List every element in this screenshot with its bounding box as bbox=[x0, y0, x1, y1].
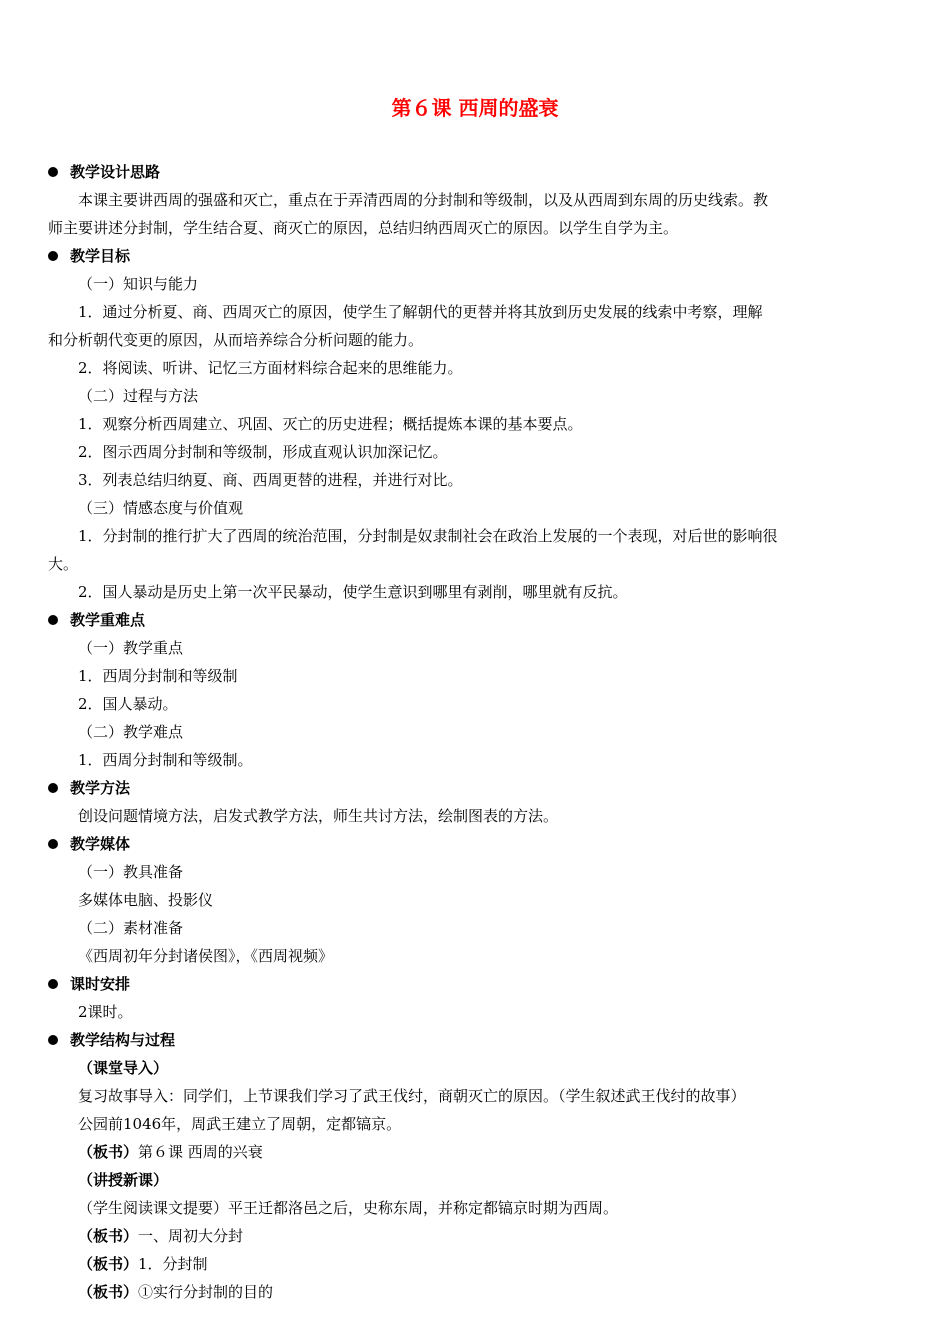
paragraph-line: 2．图示西周分封制和等级制，形成直观认识加深记忆。 bbox=[78, 443, 448, 461]
paragraph-line: 2．将阅读、听讲、记忆三方面材料综合起来的思维能力。 bbox=[78, 359, 463, 377]
subheading: （一）教具准备 bbox=[78, 863, 184, 881]
section-heading-methods: 教学方法 bbox=[48, 774, 908, 802]
paragraph-line: 和分析朝代变更的原因，从而培养综合分析问题的能力。 bbox=[48, 331, 424, 349]
paragraph-line: 《西周初年分封诸侯图》，《西周视频》 bbox=[78, 947, 334, 965]
section-heading-schedule: 课时安排 bbox=[48, 970, 908, 998]
subheading-intro: （课堂导入） bbox=[78, 1059, 169, 1077]
paragraph-line: 公园前1046年，周武王建立了周朝，定都镐京。 bbox=[78, 1115, 402, 1133]
bullet-icon bbox=[48, 979, 58, 989]
paragraph-line: 2．国人暴动是历史上第一次平民暴动，使学生意识到哪里有剥削，哪里就有反抗。 bbox=[78, 583, 628, 601]
bullet-icon bbox=[48, 1035, 58, 1045]
paragraph-line: 大。 bbox=[48, 555, 79, 573]
paragraph-line: 师主要讲述分封制，学生结合夏、商灭亡的原因，总结归纳西周灭亡的原因。以学生自学为主。 bbox=[48, 219, 679, 237]
paragraph-line: 1．通过分析夏、商、西周灭亡的原因，使学生了解朝代的更替并将其放到历史发展的线索中考察，理解 bbox=[78, 303, 763, 321]
section-heading-media: 教学媒体 bbox=[48, 830, 908, 858]
paragraph-line: 1．西周分封制和等级制。 bbox=[78, 751, 253, 769]
section-heading-design: 教学设计思路 bbox=[48, 158, 908, 186]
paragraph-line: 1．观察分析西周建立、巩固、灭亡的历史进程；概括提炼本课的基本要点。 bbox=[78, 415, 583, 433]
board-line: （板书）①实行分封制的目的 bbox=[78, 1283, 274, 1301]
bullet-icon bbox=[48, 167, 58, 177]
paragraph-line: （学生阅读课文提要）平王迁都洛邑之后，史称东周，并称定都镐京时期为西周。 bbox=[78, 1199, 619, 1217]
section-heading-structure: 教学结构与过程 bbox=[48, 1026, 908, 1054]
board-line: （板书）第６课 西周的兴衰 bbox=[78, 1143, 263, 1161]
bullet-icon bbox=[48, 783, 58, 793]
subheading: （三）情感态度与价值观 bbox=[78, 499, 244, 517]
paragraph-line: 多媒体电脑、投影仪 bbox=[78, 891, 214, 909]
paragraph-line: 1．西周分封制和等级制 bbox=[78, 667, 238, 685]
paragraph-line: 3．列表总结归纳夏、商、西周更替的进程，并进行对比。 bbox=[78, 471, 463, 489]
paragraph-line: 1．分封制的推行扩大了西周的统治范围，分封制是奴隶制社会在政治上发展的一个表现，对后世的影响很 bbox=[78, 527, 778, 545]
subheading: （二）过程与方法 bbox=[78, 387, 199, 405]
board-line: （板书）1．分封制 bbox=[78, 1255, 208, 1273]
subheading: （二）素材准备 bbox=[78, 919, 184, 937]
subheading: （一）教学重点 bbox=[78, 639, 184, 657]
bullet-icon bbox=[48, 251, 58, 261]
subheading: （一）知识与能力 bbox=[78, 275, 199, 293]
section-heading-keypoints: 教学重难点 bbox=[48, 606, 908, 634]
bullet-icon bbox=[48, 839, 58, 849]
board-line: （板书）一、周初大分封 bbox=[78, 1227, 244, 1245]
subheading: （二）教学难点 bbox=[78, 723, 184, 741]
subheading-new-lesson: （讲授新课） bbox=[78, 1171, 169, 1189]
paragraph-line: 复习故事导入：同学们，上节课我们学习了武王伐纣，商朝灭亡的原因。（学生叙述武王伐纣的故事） bbox=[78, 1087, 746, 1105]
paragraph-line: 本课主要讲西周的强盛和灭亡，重点在于弄清西周的分封制和等级制，以及从西周到东周的历史线索。教 bbox=[78, 191, 769, 209]
paragraph-line: 创设问题情境方法，启发式教学方法，师生共讨方法，绘制图表的方法。 bbox=[78, 807, 559, 825]
paragraph-line: 2课时。 bbox=[78, 1003, 133, 1021]
page-title: 第６课 西周的盛衰 bbox=[391, 96, 559, 120]
section-heading-goals: 教学目标 bbox=[48, 242, 908, 270]
paragraph-line: 2．国人暴动。 bbox=[78, 695, 178, 713]
bullet-icon bbox=[48, 615, 58, 625]
